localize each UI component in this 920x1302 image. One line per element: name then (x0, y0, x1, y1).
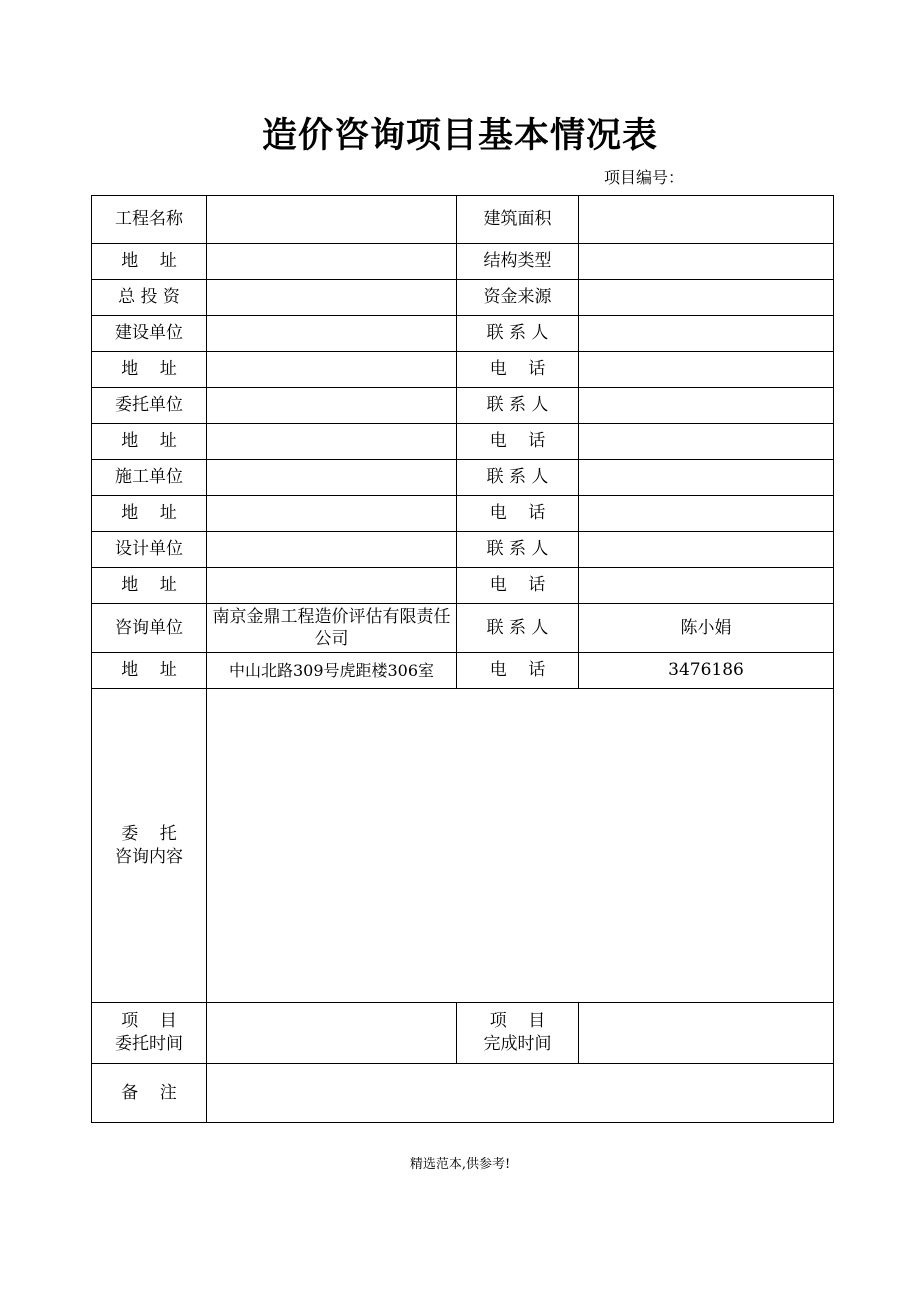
table-row (92, 388, 834, 424)
completion-time-label-line1: 项 目 (489, 1011, 546, 1031)
total-investment-field[interactable] (207, 280, 457, 316)
label-design-unit: 设计单位 (92, 532, 207, 568)
label-consulting-unit: 咨询单位 (92, 604, 207, 653)
label-structure-type: 结构类型 (457, 244, 579, 280)
building-area-field[interactable] (579, 196, 834, 244)
project-info-table (91, 195, 834, 1123)
label-address: 地 址 (92, 653, 207, 689)
consulting-content-field[interactable] (207, 689, 834, 1003)
table-row (92, 653, 834, 689)
label-remarks: 备 注 (92, 1064, 207, 1123)
label-contact: 联 系 人 (457, 388, 579, 424)
structure-type-field[interactable] (579, 244, 834, 280)
contact-field[interactable] (579, 532, 834, 568)
contact-field[interactable] (579, 316, 834, 352)
table-row (92, 1064, 834, 1123)
table-row (92, 532, 834, 568)
label-contact: 联 系 人 (457, 532, 579, 568)
phone-field[interactable]: 3476186 (579, 653, 834, 689)
fund-source-field[interactable] (579, 280, 834, 316)
label-phone: 电 话 (457, 352, 579, 388)
consulting-unit-field[interactable]: 南京金鼎工程造价评估有限责任公司 (207, 604, 457, 653)
label-phone: 电 话 (457, 568, 579, 604)
consulting-content-label-line2: 咨询内容 (115, 846, 183, 867)
construction-owner-field[interactable] (207, 316, 457, 352)
table-row (92, 244, 834, 280)
label-phone: 电 话 (457, 496, 579, 532)
label-completion-time (457, 1003, 579, 1064)
address-field[interactable] (207, 244, 457, 280)
client-unit-field[interactable] (207, 388, 457, 424)
contact-field[interactable] (579, 460, 834, 496)
label-client-unit: 委托单位 (92, 388, 207, 424)
page-title: 造价咨询项目基本情况表 (261, 116, 658, 156)
label-contact: 联 系 人 (457, 316, 579, 352)
phone-field[interactable] (579, 496, 834, 532)
commission-time-label-line2: 委托时间 (115, 1034, 183, 1054)
table-row (92, 1003, 834, 1064)
project-name-field[interactable] (207, 196, 457, 244)
phone-field[interactable] (579, 568, 834, 604)
completion-time-field[interactable] (579, 1003, 834, 1064)
label-construction-owner: 建设单位 (92, 316, 207, 352)
table-row (92, 316, 834, 352)
table-row (92, 352, 834, 388)
phone-field[interactable] (579, 424, 834, 460)
table-row (92, 424, 834, 460)
table-row (92, 196, 834, 244)
commission-time-label-line1: 项 目 (121, 1011, 177, 1031)
label-commission-time (92, 1003, 207, 1064)
label-consulting-content (92, 689, 207, 1003)
remarks-field[interactable] (207, 1064, 834, 1123)
consulting-content-label-line1: 委 托 (121, 823, 177, 844)
label-address: 地 址 (92, 496, 207, 532)
label-contact: 联 系 人 (457, 604, 579, 653)
contractor-unit-field[interactable] (207, 460, 457, 496)
label-address: 地 址 (92, 352, 207, 388)
design-unit-field[interactable] (207, 532, 457, 568)
address-field[interactable] (207, 568, 457, 604)
label-address: 地 址 (92, 568, 207, 604)
table-row (92, 604, 834, 653)
table-row (92, 280, 834, 316)
label-project-name: 工程名称 (92, 196, 207, 244)
project-number-label: 项目编号： (604, 168, 685, 187)
label-address: 地 址 (92, 424, 207, 460)
table-row (92, 568, 834, 604)
address-field[interactable]: 中山北路309号虎距楼306室 (207, 653, 457, 689)
page-footer: 精选范本,供参考! (409, 1157, 511, 1172)
label-fund-source: 资金来源 (457, 280, 579, 316)
label-contact: 联 系 人 (457, 460, 579, 496)
commission-time-field[interactable] (207, 1003, 457, 1064)
address-field[interactable] (207, 352, 457, 388)
contact-field[interactable] (579, 388, 834, 424)
address-field[interactable] (207, 496, 457, 532)
label-contractor-unit: 施工单位 (92, 460, 207, 496)
label-phone: 电 话 (457, 424, 579, 460)
table-row (92, 689, 834, 1003)
label-total-investment: 总 投 资 (92, 280, 207, 316)
address-field[interactable] (207, 424, 457, 460)
table-row (92, 496, 834, 532)
table-row (92, 460, 834, 496)
phone-field[interactable] (579, 352, 834, 388)
label-phone: 电 话 (457, 653, 579, 689)
label-address: 地 址 (92, 244, 207, 280)
label-building-area: 建筑面积 (457, 196, 579, 244)
completion-time-label-line2: 完成时间 (483, 1034, 552, 1054)
contact-field[interactable]: 陈小娟 (579, 604, 834, 653)
